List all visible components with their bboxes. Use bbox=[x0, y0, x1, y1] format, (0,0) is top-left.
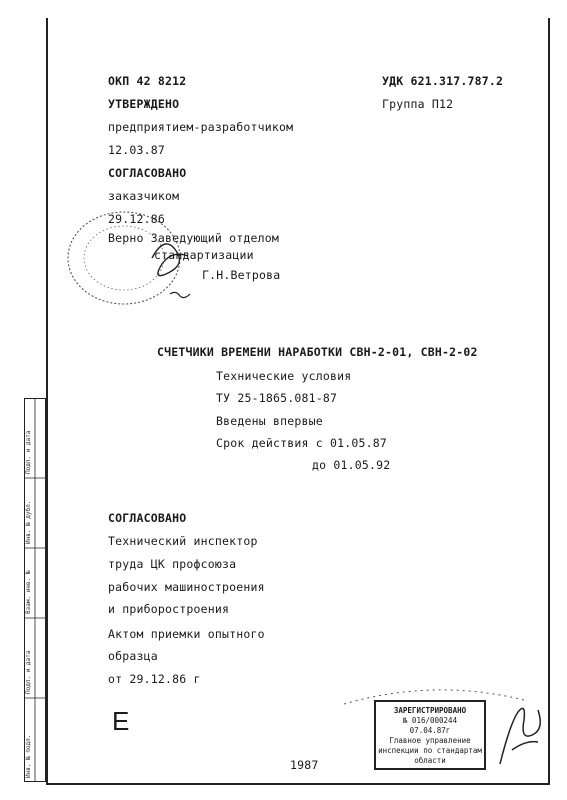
agreement-line-5: Актом приемки опытного bbox=[108, 627, 265, 641]
document-subtitle: Технические условия bbox=[216, 369, 352, 383]
agreed-by: заказчиком bbox=[108, 189, 180, 203]
side-cell-5: Инв. № подл. bbox=[25, 734, 32, 778]
side-strip bbox=[24, 398, 46, 782]
standardization-line: стандартизации bbox=[154, 248, 254, 262]
side-cell-1: Подп. и дата bbox=[25, 430, 32, 474]
head-of-department: Верно Заведующий отделом bbox=[108, 231, 279, 245]
year: 1987 bbox=[290, 758, 319, 772]
approved-date: 12.03.87 bbox=[108, 143, 165, 157]
side-cell-2: Инв. № дубл. bbox=[25, 500, 32, 544]
agreement-line-3: рабочих машиностроения bbox=[108, 580, 265, 594]
udk-code: УДК 621.317.787.2 bbox=[382, 74, 504, 88]
signer-name: Г.Н.Ветрова bbox=[202, 268, 281, 282]
agreement-line-4: и приборостроения bbox=[108, 602, 230, 616]
introduced-note: Введены впервые bbox=[216, 414, 323, 428]
validity-to: до 01.05.92 bbox=[312, 458, 391, 472]
agreed-heading-2: СОГЛАСОВАНО bbox=[108, 511, 187, 525]
stamp-line-3: 07.04.87г bbox=[409, 726, 451, 735]
letter-e: Е bbox=[112, 706, 130, 736]
okp-code: ОКП 42 8212 bbox=[108, 74, 187, 88]
agreement-line-2: труда ЦК профсоюза bbox=[108, 557, 237, 571]
agreed-date: 29.12.86 bbox=[108, 212, 165, 226]
spec-number: ТУ 25-1865.081-87 bbox=[216, 391, 338, 405]
stamp-line-5: инспекции по стандартам bbox=[378, 746, 482, 755]
signature-icon bbox=[494, 694, 546, 772]
approved-by: предприятием-разработчиком bbox=[108, 120, 294, 134]
agreement-line-6: образца bbox=[108, 649, 158, 663]
stamp-line-4: Главное управление bbox=[389, 736, 471, 745]
stamp-line-1: ЗАРЕГИСТРИРОВАНО bbox=[393, 706, 467, 715]
agreement-line-7: от 29.12.86 г bbox=[108, 672, 201, 686]
round-stamp-icon bbox=[62, 198, 202, 308]
stamp-line-2: № 016/000244 bbox=[402, 716, 458, 725]
frame-left-border bbox=[46, 18, 48, 784]
frame-right-border bbox=[548, 18, 550, 784]
side-cell-4: Подп. и дата bbox=[25, 650, 32, 694]
frame-bottom-border bbox=[46, 783, 550, 785]
group-code: Группа П12 bbox=[382, 97, 454, 111]
stamp-line-6: области bbox=[414, 756, 446, 765]
document-title: СЧЕТЧИКИ ВРЕМЕНИ НАРАБОТКИ СВН-2-01, СВН-2-02 bbox=[157, 345, 478, 359]
approved-heading: УТВЕРЖДЕНО bbox=[108, 97, 180, 111]
agreed-heading: СОГЛАСОВАНО bbox=[108, 166, 187, 180]
registration-stamp bbox=[374, 700, 486, 770]
agreement-line-1: Технический инспектор bbox=[108, 534, 258, 548]
side-cell-3: Взам. инв. № bbox=[25, 570, 32, 614]
validity-from: Срок действия с 01.05.87 bbox=[216, 436, 387, 450]
